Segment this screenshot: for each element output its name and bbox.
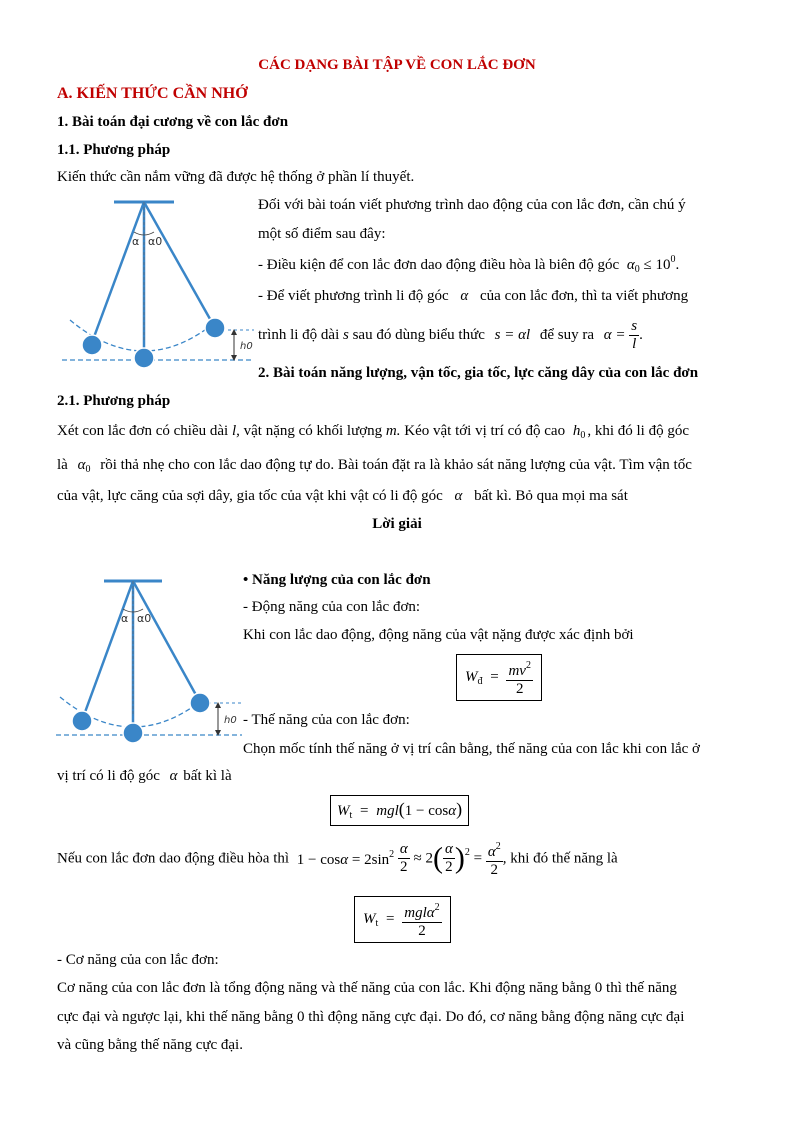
energy-heading: • Năng lượng của con lắc đơn bbox=[243, 572, 431, 588]
p2-line1-d: khi đó li độ góc bbox=[594, 423, 689, 439]
mechanical-heading: - Cơ năng của con lắc đơn: bbox=[57, 952, 219, 968]
pendulum-figure-1 bbox=[62, 192, 262, 370]
potential-line2-b: bất kì là bbox=[183, 768, 232, 784]
heading-1: 1. Bài toán đại cương về con lắc đơn bbox=[57, 114, 289, 130]
harmonic-tail: khi đó thế năng là bbox=[510, 850, 618, 867]
potential-heading: - Thế năng của con lắc đơn: bbox=[243, 712, 410, 728]
fig1-alpha-label: α bbox=[132, 235, 140, 248]
potential-line1: Chọn mốc tính thế năng ở vị trí cân bằng, thế năng của con lắc khi con lắc ở bbox=[243, 741, 700, 757]
pendulum-figure-2 bbox=[56, 575, 246, 745]
p2-line1: Xét con lắc đơn có chiều dài l, vật nặng có khối lượng m. Kéo vật tới vị trí có độ cao $h_0$ , khi đó li độ góc bbox=[57, 423, 689, 441]
p1-line4: - Để viết phương trình li độ góc α của con lắc đơn, thì ta viết phương bbox=[258, 288, 689, 304]
potential-line2-a: vị trí có li độ góc bbox=[57, 768, 160, 784]
p1-line3-cond: ≤ 10 bbox=[643, 257, 671, 273]
wt2-denominator: 2 bbox=[418, 923, 426, 939]
mechanical-line3: và cũng bằng thế năng cực đại. bbox=[57, 1037, 243, 1053]
p1-line5-s: s bbox=[343, 326, 349, 343]
fig2-alpha0-label: α0 bbox=[137, 612, 152, 625]
kinetic-energy-formula: $W_đ$ = $\frac{mv^2}{2}$ bbox=[456, 654, 542, 701]
p1-line5-c: để suy ra bbox=[539, 326, 595, 343]
potential-line2: vị trí có li độ góc α bất kì là bbox=[57, 768, 232, 784]
wd-denominator: 2 bbox=[515, 681, 524, 697]
harmonic-text: Nếu con lắc đơn dao động điều hòa thì bbox=[57, 850, 290, 867]
p1-line4-a: - Để viết phương trình li độ góc bbox=[258, 288, 449, 304]
p1-line1: Đối với bài toán viết phương trình dao động của con lắc đơn, cần chú ý bbox=[258, 197, 686, 213]
p2-line1-b: vật nặng có khối lượng bbox=[243, 423, 383, 439]
p2-line1-m: m. bbox=[385, 423, 401, 439]
wt2-numerator: mglα bbox=[404, 905, 435, 921]
page-title: CÁC DẠNG BÀI TẬP VỀ CON LẮC ĐƠN bbox=[258, 57, 536, 73]
p2-line1-a: Xét con lắc đơn có chiều dài bbox=[57, 423, 229, 439]
frac-l: l bbox=[632, 336, 637, 352]
potential-energy-approx-formula: $W_t$ = $\frac{mgl\alpha^2}{2}$ bbox=[354, 896, 451, 943]
p2-line2-a: là bbox=[57, 457, 68, 473]
p1-line2: một số điểm sau đây: bbox=[258, 226, 386, 242]
p1-line3-sup: 0 bbox=[670, 254, 676, 265]
fig2-alpha-label: α bbox=[121, 612, 129, 625]
p1-line5-expr: s = αl bbox=[494, 326, 531, 343]
section-a-heading: A. KIẾN THỨC CẦN NHỚ bbox=[57, 85, 248, 102]
p2-line1-c: Kéo vật tới vị trí có độ cao bbox=[404, 423, 566, 439]
p2-line2-b: rồi thả nhẹ cho con lắc dao động tự do. Bài toán đặt ra là khảo sát năng lượng của vật. Tìm vận tốc bbox=[100, 457, 692, 473]
frac-s: s bbox=[631, 318, 638, 334]
p1-line5: trình li độ dài s sau đó dùng biểu thức s = αl để suy ra α = $\frac{s}{l}$ . bbox=[258, 318, 643, 352]
p2-line2: là $\alpha_0$ rồi thả nhẹ cho con lắc dao động tự do. Bài toán đặt ra là khảo sát năng lượng của vật. Tìm vận tốc bbox=[57, 457, 692, 475]
intro-paragraph: Kiến thức cần nắm vững đã được hệ thống ở phần lí thuyết. bbox=[57, 169, 415, 185]
fig1-alpha0-label: α0 bbox=[148, 235, 163, 248]
fig2-h0-label: h0 bbox=[224, 715, 237, 726]
wt-formula-mgl: mgl bbox=[376, 803, 399, 819]
harmonic-line: Nếu con lắc đơn dao động điều hòa thì $1 - \cos\alpha = 2\sin^2$ $\frac{\alpha}{2}$ ≈ 2( $\frac{\alpha}{2}$ )$^2$ = $\frac{\alpha^2}{2}$ , khi đó thế năng là bbox=[57, 838, 618, 879]
p2-line3-a: của vật, lực căng của sợi dây, gia tốc của vật khi vật có li độ góc bbox=[57, 488, 443, 504]
p1-line5-b: sau đó dùng biểu thức bbox=[352, 326, 485, 343]
kinetic-heading: - Động năng của con lắc đơn: bbox=[243, 599, 421, 615]
p2-line3: của vật, lực căng của sợi dây, gia tốc của vật khi vật có li độ góc α bất kì. Bỏ qua mọi ma sát bbox=[57, 488, 628, 504]
p2-line3-b: bất kì. Bỏ qua mọi ma sát bbox=[474, 488, 628, 504]
heading-1-1: 1.1. Phương pháp bbox=[57, 142, 171, 158]
kinetic-text: Khi con lắc dao động, động năng của vật nặng được xác định bởi bbox=[243, 627, 634, 643]
mechanical-line1: Cơ năng của con lắc đơn là tổng động năng và thế năng của con lắc. Khi động năng bằng 0 thì thế năng bbox=[57, 980, 677, 996]
mechanical-line2: cực đại và ngược lại, khi thế năng bằng 0 thì động năng cực đại. Do đó, cơ năng bằng động năng cực đại bbox=[57, 1009, 685, 1025]
heading-2: 2. Bài toán năng lượng, vận tốc, gia tốc, lực căng dây của con lắc đơn bbox=[258, 365, 699, 381]
p2-line1-l: l, bbox=[231, 423, 240, 439]
fig1-h0-label: h0 bbox=[240, 341, 253, 352]
wd-numerator: mv bbox=[508, 663, 526, 679]
solution-heading: Lời giải bbox=[372, 516, 422, 532]
potential-energy-formula: $W_t = mgl(1 - \cos\alpha)$ bbox=[330, 795, 469, 826]
heading-2-1: 2.1. Phương pháp bbox=[57, 393, 171, 409]
p1-line3-text: - Điều kiện để con lắc đơn dao động điều hòa là biên độ góc bbox=[258, 257, 620, 273]
p1-line4-b: của con lắc đơn, thì ta viết phương bbox=[480, 288, 689, 304]
p1-line5-a: trình li độ dài bbox=[258, 326, 340, 343]
p1-line3: - Điều kiện để con lắc đơn dao động điều hòa là biên độ góc $\alpha_0 \le 10^0$. bbox=[258, 254, 680, 275]
